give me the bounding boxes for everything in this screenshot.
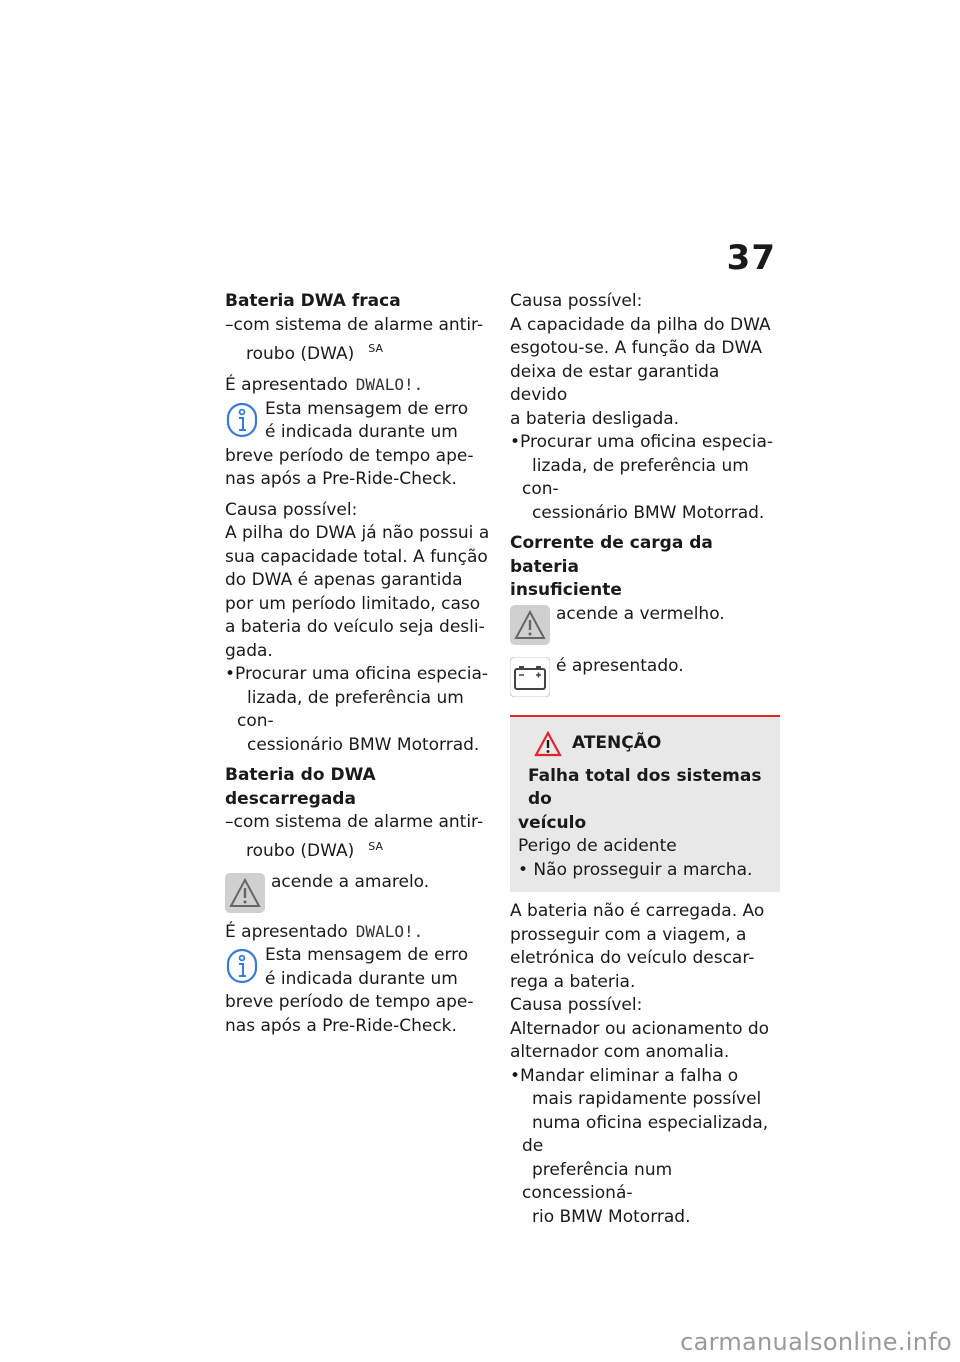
presented-label: É apresentado bbox=[225, 921, 348, 942]
action-bullet-1 bbox=[510, 431, 780, 525]
watermark-logo: carmanualsonline.info bbox=[680, 1328, 952, 1356]
warning-danger: Perigo de acidente bbox=[518, 836, 677, 856]
heading-dwa-weak: Bateria DWA fraca bbox=[225, 291, 401, 311]
info-note-2 bbox=[225, 944, 495, 1038]
cause-label: Causa possível: bbox=[225, 499, 358, 520]
red-text: acende a vermelho. bbox=[556, 603, 725, 624]
warning-subtitle bbox=[518, 765, 772, 812]
cause-line: A pilha do DWA já não possui a bbox=[225, 523, 490, 544]
display-code: DWALO!. bbox=[355, 921, 424, 941]
cause-line: sua capacidade total. A função bbox=[225, 546, 488, 567]
presented-line-2 bbox=[225, 920, 495, 945]
sa-mark: SA bbox=[368, 342, 383, 355]
cause-line: alternador com anomalia. bbox=[510, 1042, 730, 1062]
condition-line1: –com sistema de alarme antir- bbox=[225, 314, 484, 335]
amber-warning-row bbox=[225, 871, 495, 895]
presented-line bbox=[225, 373, 495, 398]
cause-text bbox=[510, 314, 780, 432]
condition-dwa bbox=[225, 314, 495, 367]
info-line3: breve período de tempo ape- bbox=[225, 445, 474, 466]
bullet-line: •Procurar uma oficina especia- bbox=[510, 432, 774, 452]
amber-text: acende a amarelo. bbox=[271, 871, 430, 892]
condition-line2: roubo (DWA) bbox=[246, 343, 355, 364]
presented-label: É apresentado bbox=[225, 375, 348, 396]
warning-box bbox=[510, 715, 780, 893]
text-line: rega a bateria. bbox=[510, 971, 636, 992]
info-line4: nas após a Pre-Ride-Check. bbox=[225, 1015, 457, 1036]
bullet-line: •Mandar eliminar a falha o bbox=[510, 1065, 739, 1086]
battery-icon bbox=[510, 657, 550, 697]
info-icon bbox=[225, 946, 259, 986]
bullet-line: cessionário BMW Motorrad. bbox=[532, 502, 765, 523]
bullet-line: lizada, de preferência um con- bbox=[237, 687, 464, 732]
cause-line: a bateria do veículo seja desli- bbox=[225, 617, 485, 638]
display-code: DWALO!. bbox=[355, 375, 424, 395]
battery-row bbox=[510, 655, 780, 679]
condition-line2: roubo (DWA) bbox=[246, 841, 355, 862]
left-column bbox=[225, 290, 495, 1038]
action-bullet-2 bbox=[510, 1065, 780, 1230]
consequence-text bbox=[510, 900, 780, 994]
cause-line: por um período limitado, caso bbox=[225, 593, 481, 614]
cause-label: Causa possível: bbox=[510, 291, 643, 311]
bullet-line: numa oficina especializada, de bbox=[522, 1112, 769, 1156]
text-line: A bateria não é carregada. Ao bbox=[510, 901, 765, 921]
heading-charge-current bbox=[510, 532, 780, 603]
cause-line: deixa de estar garantida devido bbox=[510, 361, 720, 405]
warning-triangle-icon bbox=[225, 873, 265, 913]
info-line2: é indicada durante um bbox=[265, 968, 458, 989]
cause-line: A capacidade da pilha do DWA bbox=[510, 314, 771, 335]
heading-line: Corrente de carga da bateria bbox=[510, 533, 713, 577]
presented-text: é apresentado. bbox=[556, 655, 684, 676]
heading-line: insuficiente bbox=[510, 580, 622, 600]
condition-dwa-2 bbox=[225, 811, 495, 864]
info-line1: Esta mensagem de erro bbox=[265, 945, 469, 966]
red-warning-row bbox=[510, 603, 780, 627]
cause-line: esgotou-se. A função da DWA bbox=[510, 338, 762, 358]
info-line3: breve período de tempo ape- bbox=[225, 992, 474, 1013]
text-line: prosseguir com a viagem, a bbox=[510, 924, 747, 945]
heading-dwa-discharged: Bateria do DWA descarregada bbox=[225, 765, 376, 809]
bullet-line: rio BMW Motorrad. bbox=[532, 1206, 691, 1227]
warning-subtitle-line: Falha total dos sistemas do bbox=[528, 765, 762, 809]
cause-text-2 bbox=[510, 1018, 780, 1065]
cause-line: a bateria desligada. bbox=[510, 408, 680, 429]
info-line4: nas após a Pre-Ride-Check. bbox=[225, 469, 457, 490]
warning-action: • Não prosseguir a marcha. bbox=[518, 859, 753, 880]
action-bullet-1 bbox=[225, 663, 495, 757]
bullet-line: cessionário BMW Motorrad. bbox=[247, 734, 480, 755]
info-icon bbox=[225, 400, 259, 440]
info-line2: é indicada durante um bbox=[265, 422, 458, 443]
info-line1: Esta mensagem de erro bbox=[265, 398, 469, 419]
right-column bbox=[510, 290, 780, 1229]
sa-mark: SA bbox=[368, 839, 383, 853]
warning-title-text: ATENÇÃO bbox=[572, 732, 662, 753]
exclamation-triangle-icon bbox=[534, 731, 562, 757]
warning-title bbox=[518, 731, 772, 757]
bullet-line: •Procurar uma oficina especia- bbox=[225, 664, 489, 685]
cause-label-2: Causa possível: bbox=[510, 995, 643, 1015]
info-note-1 bbox=[225, 398, 495, 492]
cause-text bbox=[225, 522, 495, 663]
bullet-line: mais rapidamente possível bbox=[532, 1089, 762, 1109]
text-line: eletrónica do veículo descar- bbox=[510, 948, 755, 968]
cause-line: gada. bbox=[225, 640, 273, 661]
cause-line: Alternador ou acionamento do bbox=[510, 1018, 770, 1039]
page-number: 37 bbox=[726, 238, 776, 278]
bullet-line: preferência num concessioná- bbox=[522, 1159, 673, 1203]
warning-triangle-icon bbox=[510, 605, 550, 645]
warning-subtitle-2: veículo bbox=[518, 812, 587, 833]
condition-line1: –com sistema de alarme antir- bbox=[225, 812, 484, 833]
cause-line: do DWA é apenas garantida bbox=[225, 570, 463, 591]
bullet-line: lizada, de preferência um con- bbox=[522, 455, 749, 499]
